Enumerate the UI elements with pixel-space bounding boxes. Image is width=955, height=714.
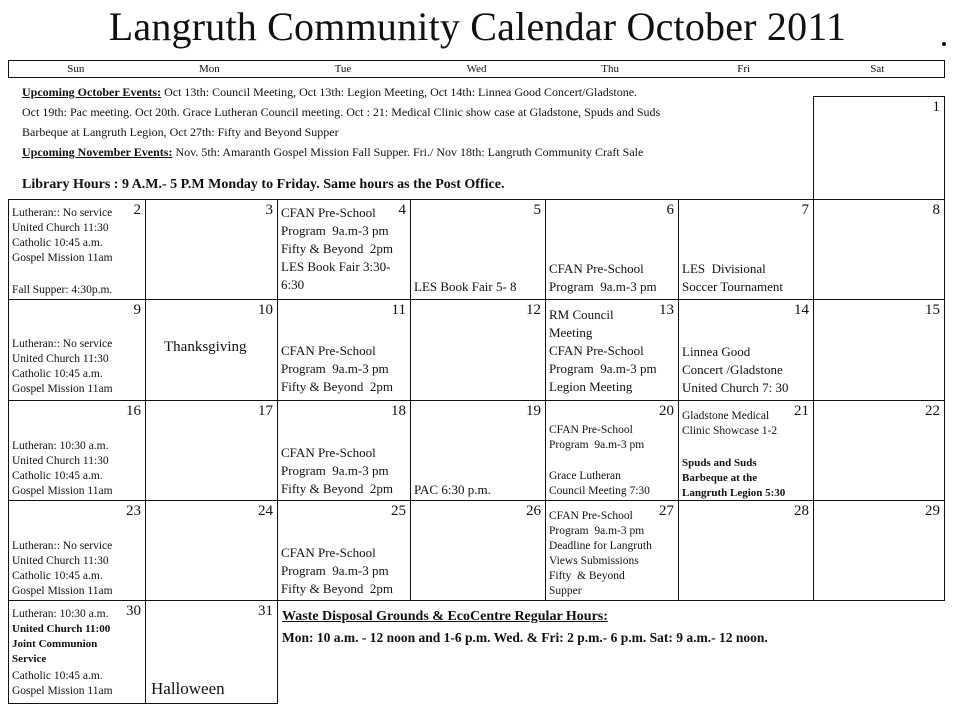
day-cell-26: [410, 500, 546, 601]
event-text: CFAN Pre-School Program 9a.m-3 pm Deadline for Langruth Views Submissions Fifty & Beyond Supper: [549, 510, 652, 597]
library-hours: Library Hours : 9 A.M.- 5 P.M Monday to Friday. Same hours as the Post Office.: [22, 177, 505, 192]
day-number: 2: [133, 202, 141, 218]
day-cell-19: [410, 400, 546, 501]
event-text: CFAN Pre-School Program 9a.m-3 pm: [549, 424, 645, 451]
announcements: [22, 82, 812, 162]
event-text: CFAN Pre-School Program 9a.m-3 pm: [549, 261, 657, 294]
day-header: Sun: [67, 63, 85, 75]
day-cell-14: [678, 299, 814, 401]
day-number: 19: [526, 403, 541, 419]
day-cell-15: [813, 299, 945, 401]
event-text: Gladstone Medical Clinic Showcase 1-2: [682, 410, 778, 437]
day-header: Fri: [737, 63, 751, 75]
day-cell-11: [277, 299, 411, 401]
day-header-row: [8, 60, 945, 78]
day-header: Thu: [601, 63, 619, 75]
event-text: CFAN Pre-School Program 9a.m-3 pm Fifty & Beyond 2pm LES Book Fair 3:30- 6:30: [281, 205, 393, 292]
day-number: 1: [932, 99, 940, 115]
day-cell-1: [813, 96, 945, 200]
day-cell-5: [410, 199, 546, 300]
holiday-text: Thanksgiving: [164, 339, 247, 355]
october-events-label: Upcoming October Events:: [22, 85, 162, 99]
day-number: 28: [794, 503, 809, 519]
day-cell-7: [678, 199, 814, 300]
day-cell-31: [145, 600, 278, 704]
day-cell-4: [277, 199, 411, 300]
day-cell-30: [8, 600, 146, 704]
event-text: CFAN Pre-School Program 9a.m-3 pm Fifty & Beyond 2pm: [281, 343, 393, 394]
event-text: LES Book Fair 5- 8: [414, 279, 517, 294]
scan-mark: [942, 42, 946, 46]
day-cell-9: [8, 299, 146, 401]
day-number: 17: [258, 403, 273, 419]
day-cell-28: [678, 500, 814, 601]
day-number: 25: [391, 503, 406, 519]
day-number: 18: [391, 403, 406, 419]
holiday-text: Halloween: [151, 679, 225, 698]
day-number: 8: [932, 202, 940, 218]
day-number: 5: [533, 202, 541, 218]
day-cell-12: [410, 299, 546, 401]
event-text: CFAN Pre-School Program 9a.m-3 pm Fifty & Beyond 2pm: [281, 445, 393, 496]
event-text: Lutheran:: No service United Church 11:30 Catholic 10:45 a.m. Gospel Mission 11am: [12, 540, 113, 597]
day-number: 29: [925, 503, 940, 519]
day-number: 27: [659, 503, 674, 519]
day-number: 11: [391, 302, 406, 318]
day-cell-10: [145, 299, 278, 401]
event-text: United Church 11:00 Joint Communion Service: [12, 623, 111, 665]
day-number: 7: [801, 202, 809, 218]
event-text: Lutheran: 10:30 a.m. United Church 11:30 Catholic 10:45 a.m. Gospel Mission 11am: [12, 440, 113, 497]
day-cell-22: [813, 400, 945, 501]
event-text: Lutheran:: No service United Church 11:30 Catholic 10:45 a.m. Gospel Mission 11am: [12, 207, 113, 264]
day-cell-25: [277, 500, 411, 601]
day-cell-24: [145, 500, 278, 601]
event-text: Grace Lutheran Council Meeting 7:30: [549, 470, 650, 497]
event-text: Linnea Good Concert /Gladstone United Church 7: 30: [682, 344, 789, 395]
day-cell-21: [678, 400, 814, 501]
day-cell-18: [277, 400, 411, 501]
day-cell-23: [8, 500, 146, 601]
day-number: 26: [526, 503, 541, 519]
day-number: 16: [126, 403, 141, 419]
event-text: Lutheran:: No service United Church 11:30 Catholic 10:45 a.m. Gospel Mission 11am: [12, 338, 113, 395]
day-cell-16: [8, 400, 146, 501]
day-number: 9: [133, 302, 141, 318]
day-cell-27: [545, 500, 679, 601]
event-text: Lutheran: 10:30 a.m.: [12, 608, 109, 620]
day-number: 6: [666, 202, 674, 218]
page-title: Langruth Community Calendar October 2011: [108, 4, 847, 49]
day-cell-6: [545, 199, 679, 300]
day-number: 12: [526, 302, 541, 318]
day-number: 20: [659, 403, 674, 419]
day-cell-17: [145, 400, 278, 501]
event-text: LES Divisional Soccer Tournament: [682, 261, 784, 294]
day-number: 15: [925, 302, 940, 318]
day-cell-13: [545, 299, 679, 401]
day-number: 24: [258, 503, 273, 519]
october-events-text: Oct 13th: Council Meeting, Oct 13th: Legion Meeting, Oct 14th: Linnea Good Concert/Gladstone.: [161, 85, 638, 99]
day-number: 4: [398, 202, 406, 218]
day-cell-29: [813, 500, 945, 601]
event-text: RM Council Meeting CFAN Pre-School Program 9a.m-3 pm Legion Meeting: [549, 307, 657, 394]
day-number: 14: [794, 302, 809, 318]
day-number: 21: [794, 403, 809, 419]
day-header: Mon: [198, 63, 220, 75]
event-text: Catholic 10:45 a.m. Gospel Mission 11am: [12, 670, 113, 697]
day-cell-20: [545, 400, 679, 501]
day-number: 23: [126, 503, 141, 519]
day-number: 3: [265, 202, 273, 218]
day-cell-3: [145, 199, 278, 300]
day-number: 31: [258, 603, 273, 619]
day-number: 30: [126, 603, 141, 619]
day-header: Sat: [870, 63, 885, 75]
day-cell-2: [8, 199, 146, 300]
october-events-text: Barbeque at Langruth Legion, Oct 27th: Fifty and Beyond Supper: [22, 125, 339, 139]
november-events-text: Nov. 5th: Amaranth Gospel Mission Fall Supper. Fri./ Nov 18th: Langruth Community Craft Sale: [172, 145, 644, 159]
event-text: CFAN Pre-School Program 9a.m-3 pm Fifty & Beyond 2pm: [281, 545, 393, 596]
waste-disposal-hours: [282, 607, 942, 649]
day-number: 10: [258, 302, 273, 318]
day-header: Wed: [466, 63, 487, 75]
day-number: 13: [659, 302, 674, 318]
event-text: Spuds and Suds Barbeque at the Langruth Legion 5:30: [682, 457, 786, 499]
october-events-text: Oct 19th: Pac meeting. Oct 20th. Grace Lutheran Council meeting. Oct : 21: Medical Clinic show case at Gladstone, Spuds and Suds: [22, 105, 661, 119]
waste-heading: Waste Disposal Grounds & EcoCentre Regular Hours:: [282, 609, 608, 624]
november-events-label: Upcoming November Events:: [22, 145, 173, 159]
waste-hours-text: Mon: 10 a.m. - 12 noon and 1-6 p.m. Wed. & Fri: 2 p.m.- 6 p.m. Sat: 9 a.m.- 12 noon.: [282, 630, 768, 645]
day-header: Tue: [334, 63, 352, 75]
event-text: PAC 6:30 p.m.: [414, 482, 491, 497]
day-number: 22: [925, 403, 940, 419]
day-cell-8: [813, 199, 945, 300]
event-text: Fall Supper: 4:30p.m.: [12, 284, 113, 296]
